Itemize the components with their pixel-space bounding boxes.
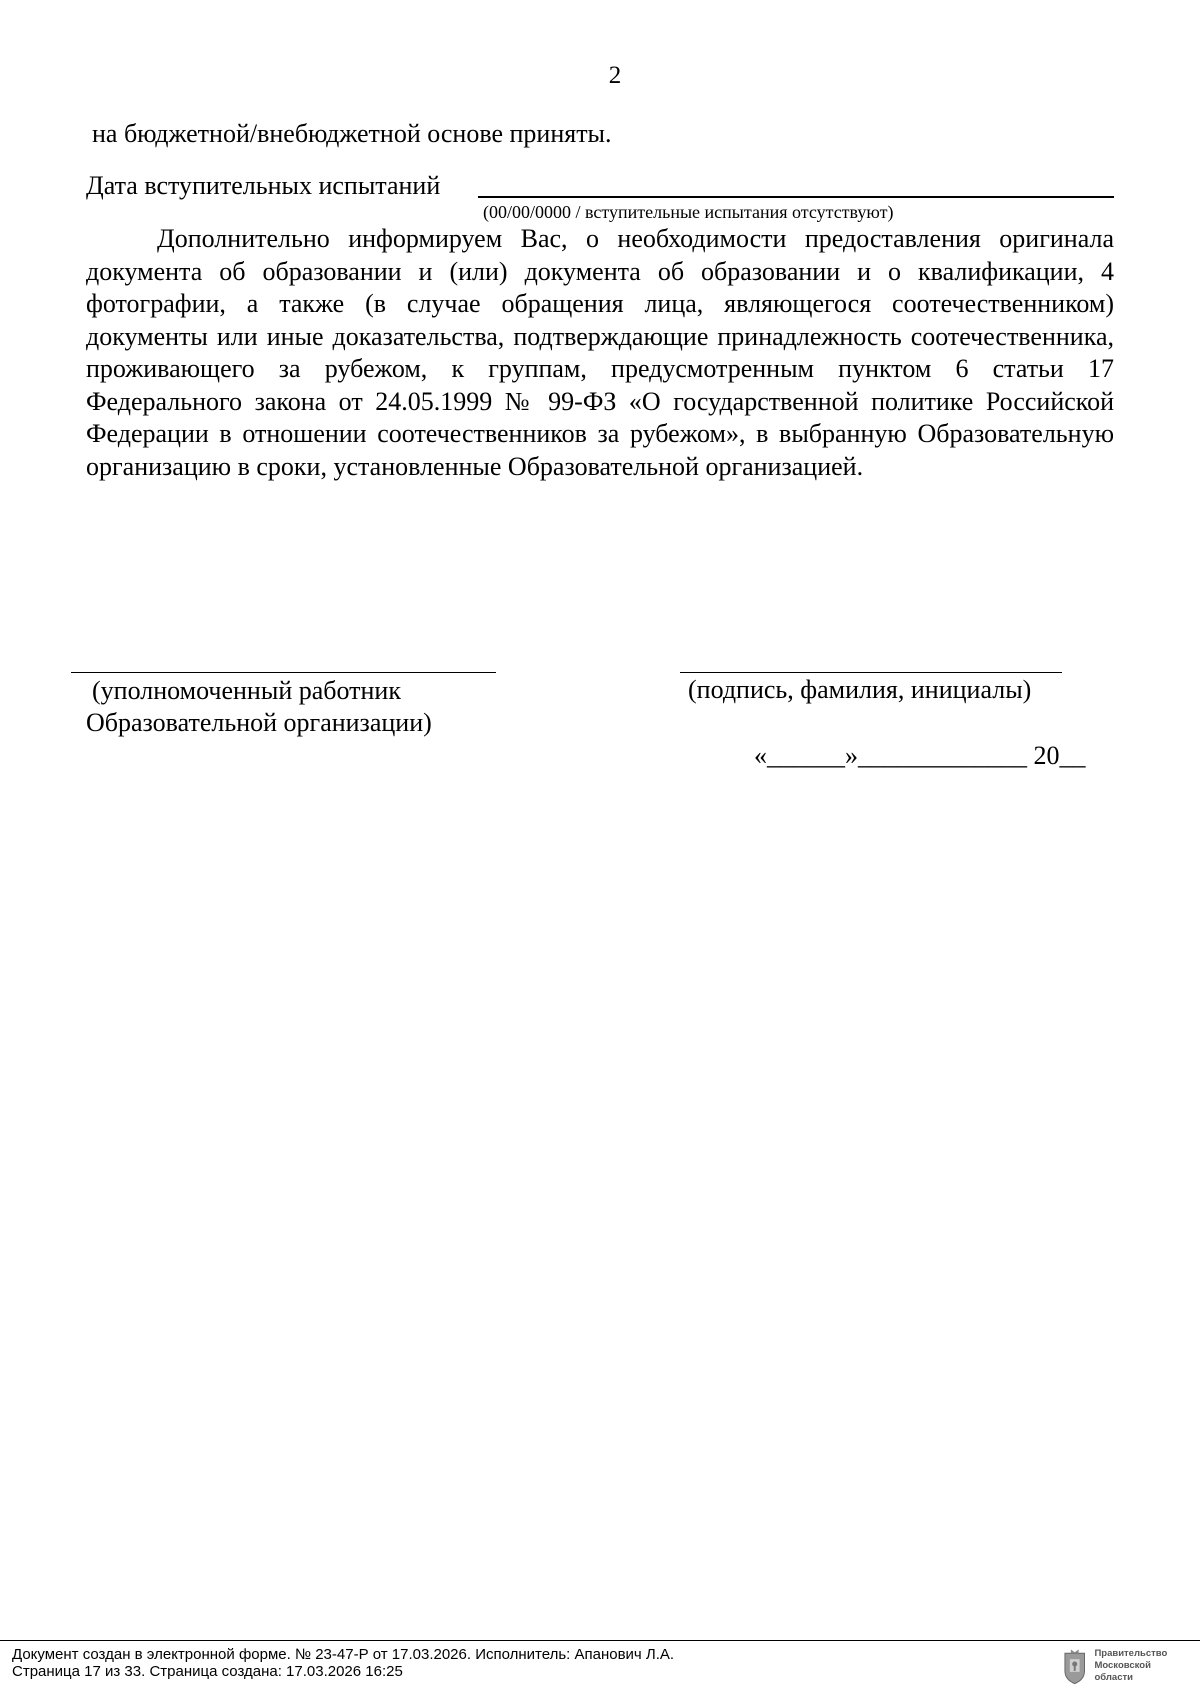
government-logo-text-line1: Правительство bbox=[1094, 1648, 1168, 1659]
footer-line1: Документ создан в электронной форме. № 23-47-Р от 17.03.2026. Исполнитель: Апанович Л.А. bbox=[12, 1646, 675, 1663]
info-paragraph-text: Дополнительно информируем Вас, о необходимости предоставления оригинала документа об образовании и (или) документа об образовании и о квалификации, 4 фотографии, а также (в случае обращения лица, являющегося соотечественником) документы или иные доказательства, подтверждающие принадлежность соотечественника, проживающего за рубежом, к группам, предусмотренным пунктом 6 статьи 17 Федерального закона от 24.05.1999 № 99-ФЗ «О государственной политике Российской Федерации в отношении соотечественников за рубежом», в выбранную Образовательную организацию в сроки, установленные Образовательной организацией. bbox=[86, 224, 1114, 481]
exam-date-hint: (00/00/0000 / вступительные испытания отсутствуют) bbox=[483, 202, 894, 222]
authorized-signature-line bbox=[71, 672, 496, 673]
government-logo-text bbox=[1094, 1648, 1190, 1684]
footer-line2: Страница 17 из 33. Страница создана: 17.03.2026 16:25 bbox=[12, 1663, 403, 1680]
coat-of-arms-icon bbox=[1062, 1647, 1087, 1685]
signature-caption: (подпись, фамилия, инициалы) bbox=[688, 675, 1032, 704]
exam-date-blank-line bbox=[478, 196, 1114, 198]
footer-divider bbox=[0, 1640, 1200, 1641]
government-logo-text-line2: Московской области bbox=[1094, 1660, 1151, 1683]
page-number: 2 bbox=[608, 62, 622, 89]
admission-basis-line: на бюджетной/внебюджетной основе приняты. bbox=[92, 119, 612, 148]
authorized-employee-caption bbox=[86, 675, 432, 739]
exam-date-label: Дата вступительных испытаний bbox=[86, 171, 441, 200]
authorized-employee-caption-line1: (уполномоченный работник bbox=[92, 676, 401, 705]
signature-name-line bbox=[680, 672, 1062, 673]
signature-date-blank: «______»_____________ 20__ bbox=[754, 741, 1086, 770]
government-logo bbox=[1062, 1645, 1190, 1687]
info-paragraph bbox=[86, 223, 1114, 483]
authorized-employee-caption-line2: Образовательной организации) bbox=[86, 708, 432, 737]
footer-text bbox=[12, 1646, 674, 1680]
